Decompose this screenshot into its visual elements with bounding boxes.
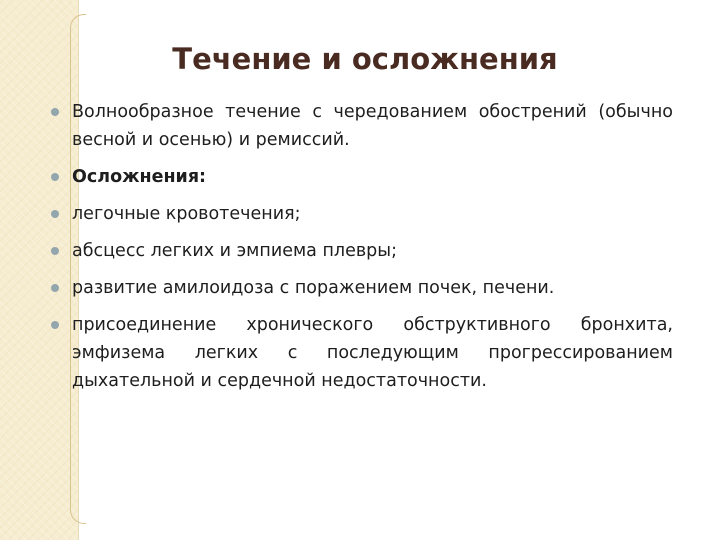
list-item (51, 311, 673, 395)
list-item (51, 237, 673, 265)
list-item-text: легочные кровотечения; (72, 204, 301, 224)
bullet-dot-icon (51, 210, 59, 218)
list-item-text: абсцесс легких и эмпиема плевры; (72, 241, 397, 261)
bullet-dot-icon (51, 284, 59, 292)
list-item-heading (51, 163, 673, 191)
list-item-text: присоединение хронического обструктивного бронхита, эмфизема легких с последующим прогрессированием дыхательной и сердечной недостаточности. (72, 315, 673, 391)
list-item (51, 98, 673, 154)
list-item (51, 274, 673, 302)
slide-title: Течение и осложнения (172, 42, 558, 76)
bullet-dot-icon (51, 247, 59, 255)
bullet-dot-icon (51, 108, 59, 116)
list-item-text: Осложнения: (72, 167, 207, 187)
bullet-dot-icon (51, 173, 59, 181)
list-item-text: развитие амилоидоза с поражением почек, печени. (72, 278, 555, 298)
bullet-list (51, 98, 673, 404)
list-item-text: Волнообразное течение с чередованием обострений (обычно весной и осенью) и ремиссий. (72, 102, 673, 150)
bullet-dot-icon (51, 321, 59, 329)
list-item (51, 200, 673, 228)
